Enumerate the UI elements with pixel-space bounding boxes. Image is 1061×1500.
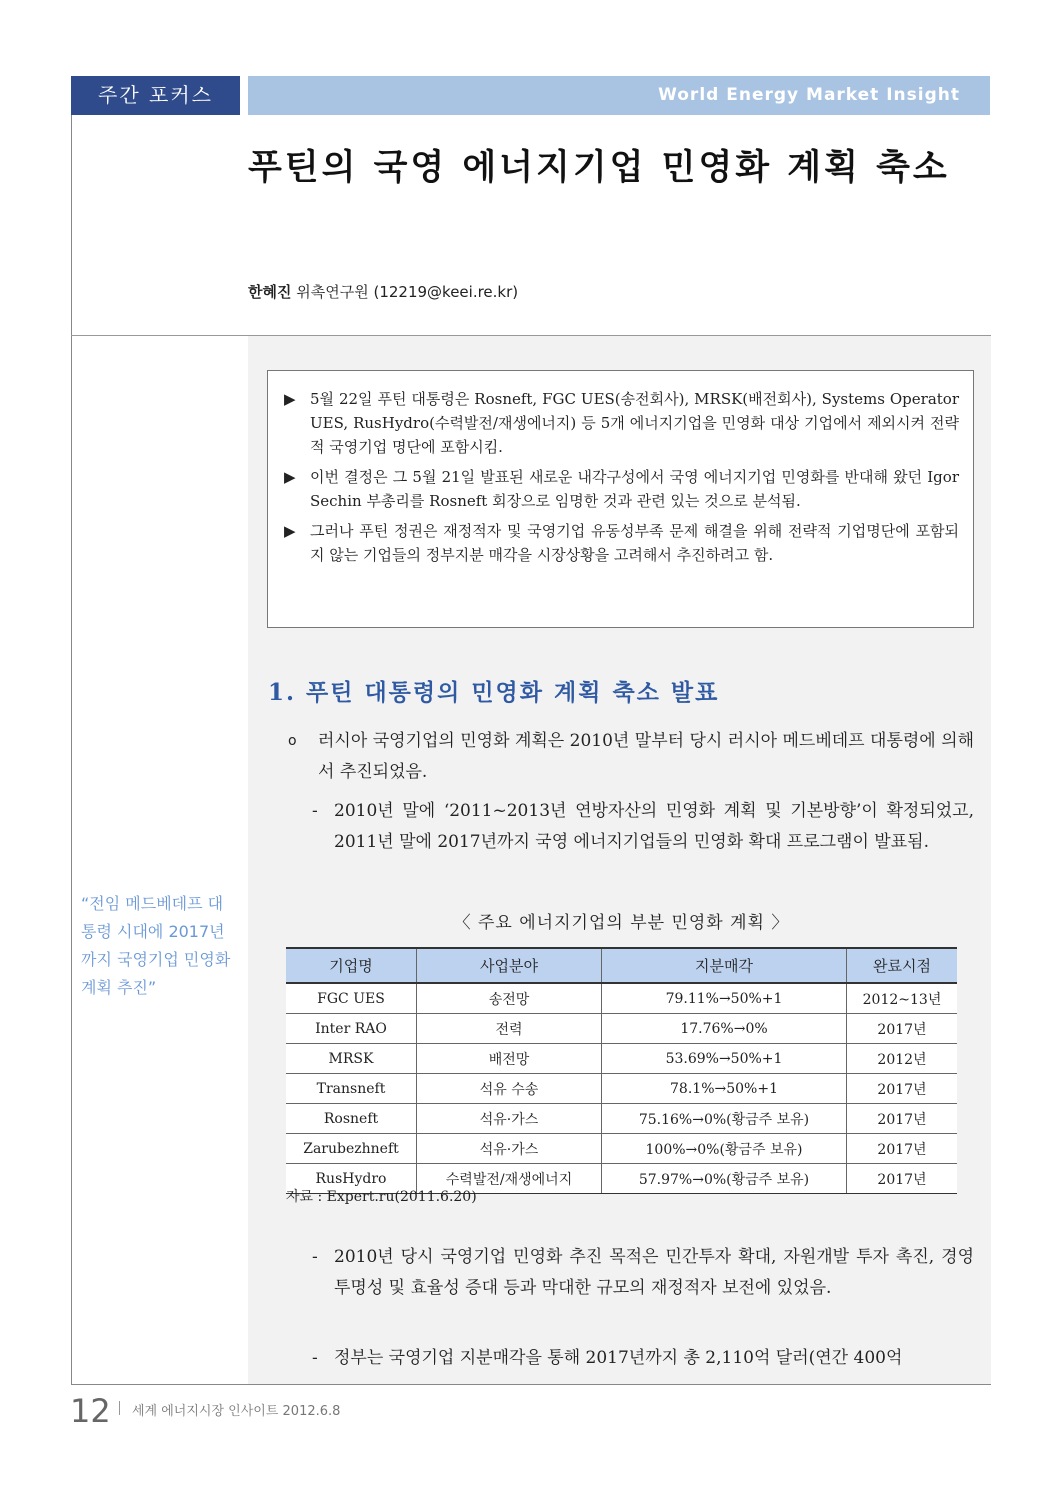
summary-item: [284, 465, 959, 513]
table-cell: 배전망: [417, 1044, 602, 1074]
table-cell: 석유 수송: [417, 1074, 602, 1104]
author-name: 한혜진: [248, 283, 292, 301]
table-row: [286, 1134, 957, 1164]
table-row: [286, 983, 957, 1014]
table-row: [286, 1014, 957, 1044]
table-cell: 2017년: [847, 1164, 958, 1194]
bullet-marker: o: [288, 733, 297, 749]
triangle-right-icon: ▶: [284, 390, 296, 408]
table-cell: 석유·가스: [417, 1104, 602, 1134]
table-cell: RusHydro: [286, 1164, 417, 1194]
table-cell: 송전망: [417, 983, 602, 1014]
summary-item: [284, 519, 959, 567]
table-row: [286, 1074, 957, 1104]
table-cell: FGC UES: [286, 983, 417, 1014]
table-header-row: [286, 948, 957, 983]
table-row: [286, 1104, 957, 1134]
table-cell: Inter RAO: [286, 1014, 417, 1044]
table-row: [286, 1044, 957, 1074]
table-cell: 57.97%→0%(황금주 보유): [602, 1164, 847, 1194]
dash-marker: -: [312, 801, 318, 821]
footer-divider: [71, 1384, 991, 1385]
table-cell: Rosneft: [286, 1104, 417, 1134]
table-cell: 78.1%→50%+1: [602, 1074, 847, 1104]
table-cell: Transneft: [286, 1074, 417, 1104]
header-divider: [71, 335, 991, 336]
triangle-right-icon: ▶: [284, 468, 296, 486]
summary-text: 이번 결정은 그 5월 21일 발표된 새로운 내각구성에서 국영 에너지기업 민영화를 반대해 왔던 Igor Sechin 부총리를 Rosneft 회장으로 임명한 것과 관련 있는 것으로 분석됨.: [310, 468, 959, 510]
pull-quote: “전임 메드베데프 대통령 시대에 2017년까지 국영기업 민영화 계획 추진”: [81, 894, 231, 997]
table-caption: 〈 주요 에너지기업의 부분 민영화 계획 〉: [453, 913, 790, 933]
dash-marker: -: [312, 1247, 318, 1267]
summary-text: 그러나 푸틴 정권은 재정적자 및 국영기업 유동성부족 문제 해결을 위해 전략적 기업명단에 포함되지 않는 기업들의 정부지분 매각을 시장상황을 고려해서 추진하려고 함.: [310, 522, 959, 564]
column-header: 사업분야: [417, 948, 602, 983]
summary-item: [284, 387, 959, 459]
table-cell: 2012~13년: [847, 983, 958, 1014]
dash-paragraph: [312, 796, 974, 858]
publication-info: 세계 에너지시장 인사이트 2012.6.8: [132, 1404, 341, 1419]
dash-paragraph: [312, 1343, 974, 1374]
paragraph-text: 정부는 국영기업 지분매각을 통해 2017년까지 총 2,110억 달러(연간 400억: [334, 1348, 903, 1368]
section-heading: 1. 푸틴 대통령의 민영화 계획 축소 발표: [268, 679, 720, 706]
table-cell: 2017년: [847, 1074, 958, 1104]
series-title-bar: World Energy Market Insight: [248, 76, 990, 115]
author-info: 위촉연구원 (12219@keei.re.kr): [296, 283, 519, 301]
table-cell: Zarubezhneft: [286, 1134, 417, 1164]
article-title: 푸틴의 국영 에너지기업 민영화 계획 축소: [248, 148, 950, 188]
table-cell: 수력발전/재생에너지: [417, 1164, 602, 1194]
table-cell: 100%→0%(황금주 보유): [602, 1134, 847, 1164]
table-cell: 전력: [417, 1014, 602, 1044]
author-line: [248, 281, 518, 302]
column-header: 완료시점: [847, 948, 958, 983]
table-cell: 2017년: [847, 1104, 958, 1134]
dash-paragraph: [312, 1242, 974, 1304]
table-cell: 2012년: [847, 1044, 958, 1074]
table-cell: 2017년: [847, 1134, 958, 1164]
summary-box: [267, 370, 974, 628]
summary-text: 5월 22일 푸틴 대통령은 Rosneft, FGC UES(송전회사), MRSK(배전회사), Systems Operator UES, RusHydro(수력발전/재생에너지) 등 5개 에너지기업을 민영화 대상 기업에서 제외시켜 전략적 국영기업 명단에 포함시킴.: [310, 390, 959, 456]
table-cell: 석유·가스: [417, 1134, 602, 1164]
footer-separator: [119, 1401, 120, 1415]
table-cell: 75.16%→0%(황금주 보유): [602, 1104, 847, 1134]
column-header: 기업명: [286, 948, 417, 983]
triangle-right-icon: ▶: [284, 522, 296, 540]
paragraph-text: 2010년 당시 국영기업 민영화 추진 목적은 민간투자 확대, 자원개발 투자 촉진, 경영 투명성 및 효율성 증대 등과 막대한 규모의 재정적자 보전에 있었음.: [334, 1247, 974, 1298]
bullet-paragraph: [288, 726, 974, 788]
left-rule: [71, 115, 72, 1385]
privatization-table: [286, 947, 957, 1194]
table-cell: MRSK: [286, 1044, 417, 1074]
paragraph-text: 러시아 국영기업의 민영화 계획은 2010년 말부터 당시 러시아 메드베데프 대통령에 의해서 추진되었음.: [318, 731, 974, 782]
table-source: 자료 : Expert.ru(2011.6.20): [286, 1189, 477, 1205]
section-tag: 주간 포커스: [71, 76, 240, 115]
table-cell: 2017년: [847, 1014, 958, 1044]
table-cell: 17.76%→0%: [602, 1014, 847, 1044]
column-header: 지분매각: [602, 948, 847, 983]
paragraph-text: 2010년 말에 ‘2011~2013년 연방자산의 민영화 계획 및 기본방향’이 확정되었고, 2011년 말에 2017년까지 국영 에너지기업들의 민영화 확대 프로그램이 발표됨.: [334, 801, 974, 852]
page-number: 12: [70, 1392, 111, 1430]
dash-marker: -: [312, 1348, 318, 1368]
table-cell: 53.69%→50%+1: [602, 1044, 847, 1074]
table-cell: 79.11%→50%+1: [602, 983, 847, 1014]
